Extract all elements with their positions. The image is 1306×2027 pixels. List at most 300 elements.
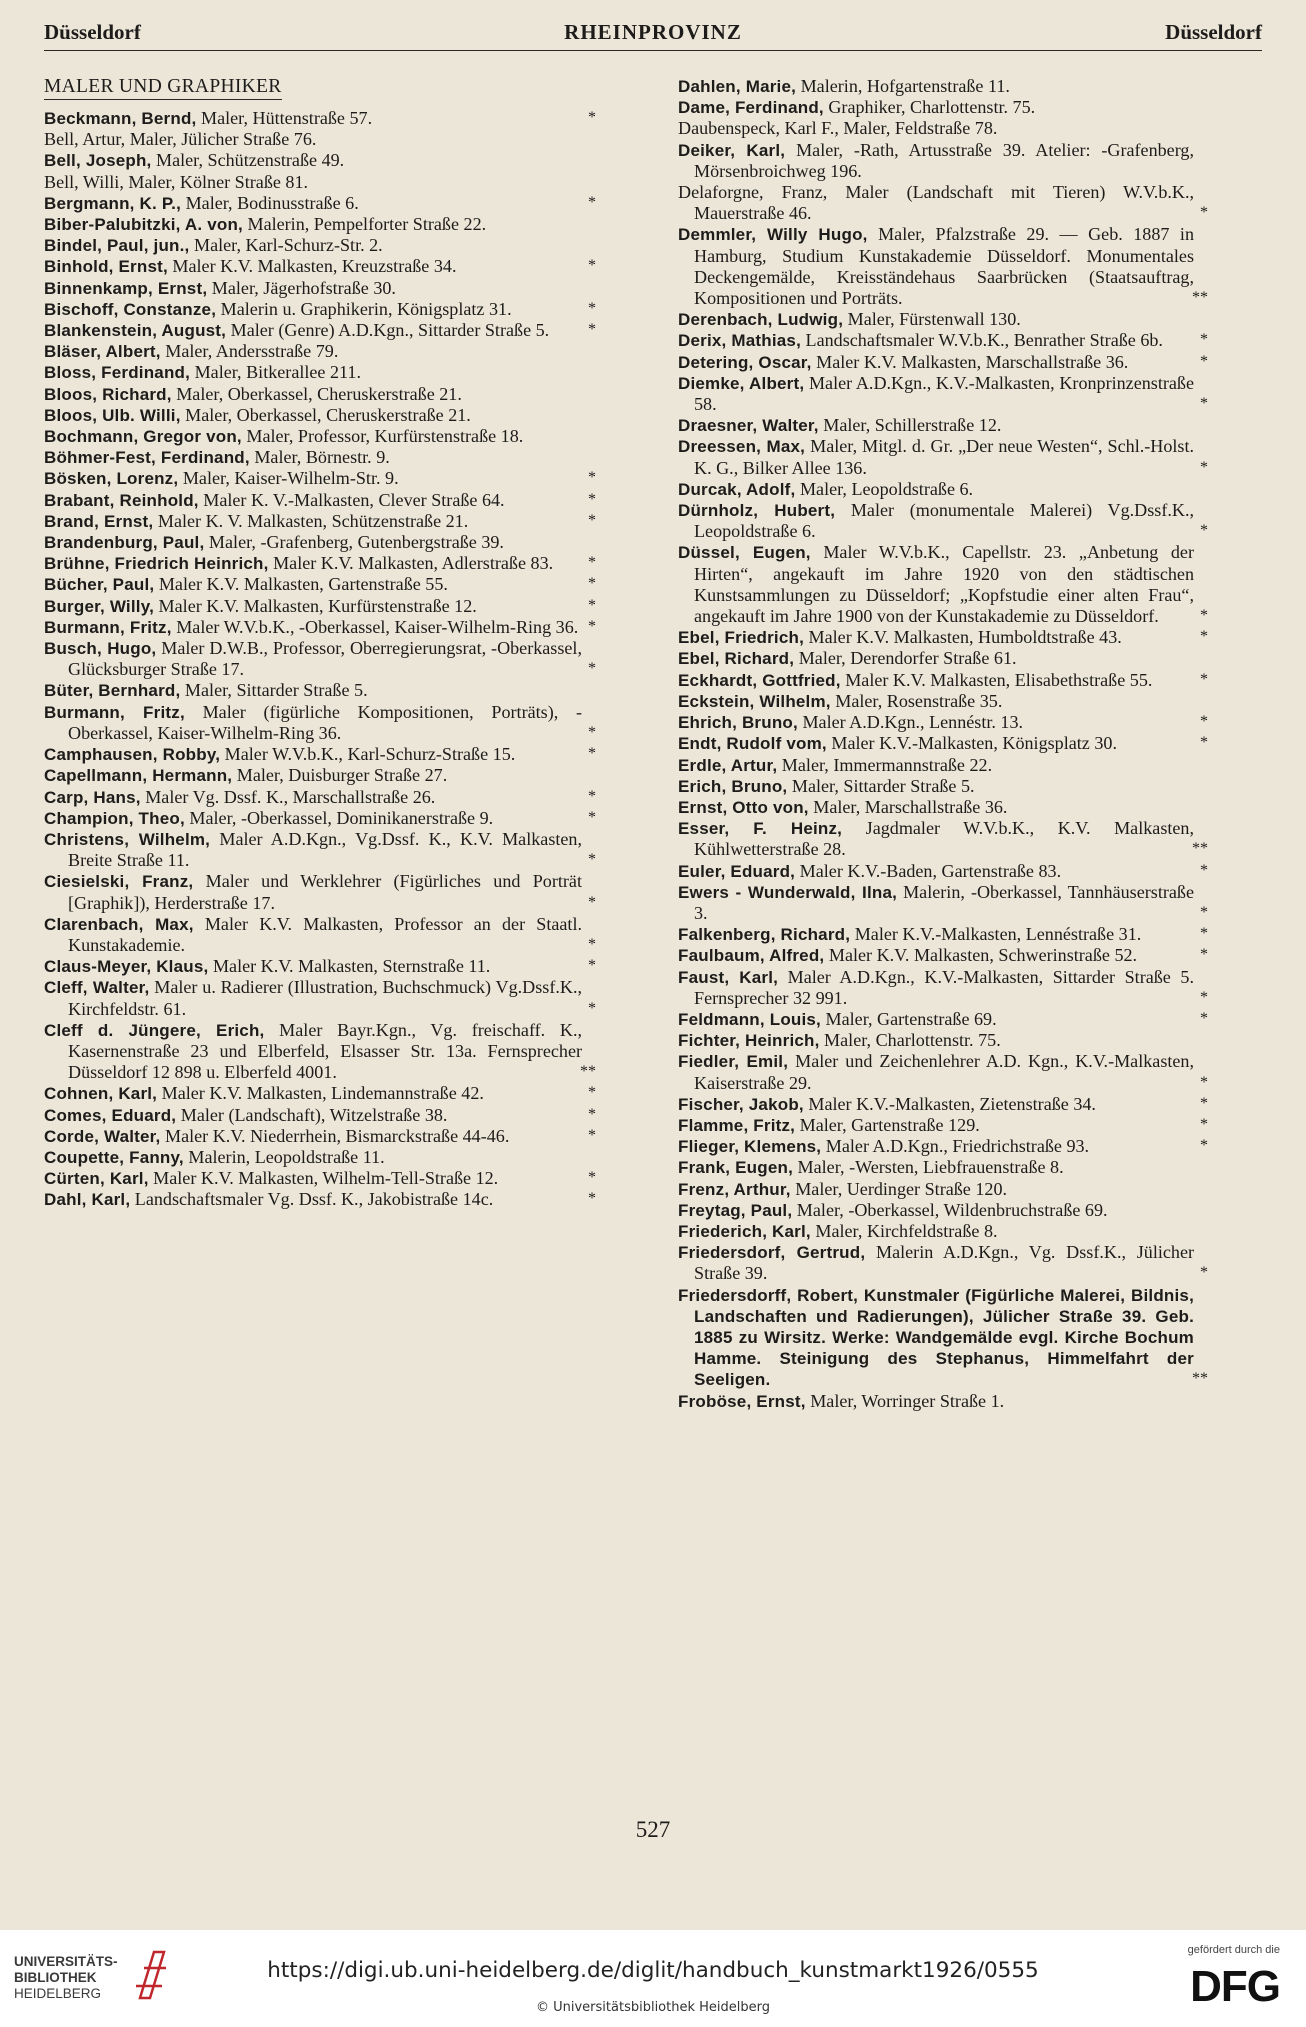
entry-name: Burmann, Fritz, xyxy=(44,702,185,722)
entry-name: Esser, F. Heinz, xyxy=(678,819,843,839)
entry-details: Maler K.V. Malkasten, Elisabethstraße 55. xyxy=(840,669,1153,690)
directory-entry xyxy=(44,1126,596,1147)
entry-marker: * xyxy=(1200,734,1208,752)
entry-details: Bell, Willi, Maler, Kölner Straße 81. xyxy=(44,171,309,192)
directory-entry xyxy=(678,1179,1208,1200)
entry-name: Derix, Mathias, xyxy=(678,331,801,351)
entry-name: Christens, Wilhelm, xyxy=(44,829,211,849)
directory-entry xyxy=(678,500,1208,542)
entry-marker: * xyxy=(588,935,596,953)
directory-entry xyxy=(678,97,1208,118)
entry-details: Maler, Sittarder Straße 5. xyxy=(180,680,368,701)
entry-name: Bischoff, Constanze, xyxy=(44,299,217,319)
permalink-url[interactable]: https://digi.ub.uni-heidelberg.de/diglit/handbuch_kunstmarkt1926/0555 xyxy=(267,1958,1039,1983)
entry-name: Biber-Palubitzki, A. von, xyxy=(44,215,243,235)
directory-entry xyxy=(44,532,596,553)
entry-marker: * xyxy=(588,808,596,826)
entry-details: Malerin u. Graphikerin, Königsplatz 31. xyxy=(216,298,512,319)
entry-details: Maler (monumentale Malerei) Vg.Dssf.K., Leopoldstraße 6. xyxy=(694,500,1194,542)
directory-entry xyxy=(44,341,596,362)
entry-details: Maler, Börnestr. 9. xyxy=(249,447,390,468)
entry-name: Endt, Rudolf vom, xyxy=(678,734,827,754)
entry-details: Maler, -Rath, Artusstraße 39. Atelier: -Grafenberg, Mörsenbroichweg 196. xyxy=(694,139,1194,181)
entry-details: Malerin A.D.Kgn., Vg. Dssf.K., Jülicher Straße 39. xyxy=(694,1242,1195,1284)
entry-details: Malerin, Hofgartenstraße 11. xyxy=(796,76,1010,96)
entry-details: Maler, Bodinusstraße 6. xyxy=(181,192,359,213)
entry-name: Erdle, Artur, xyxy=(678,755,778,775)
entry-name: Busch, Hugo, xyxy=(44,639,157,659)
directory-entry xyxy=(678,627,1208,648)
entry-details: Maler, Kaiser-Wilhelm-Str. 9. xyxy=(178,468,399,489)
entry-name: Bell, Joseph, xyxy=(44,151,152,171)
entry-marker: * xyxy=(1200,204,1208,222)
directory-entry xyxy=(678,1115,1208,1136)
entry-name: Bloos, Ulb. Willi, xyxy=(44,405,181,425)
entry-name: Büter, Bernhard, xyxy=(44,681,181,701)
entry-details: Maler, -Oberkassel, Wildenbruchstraße 69. xyxy=(792,1199,1108,1220)
entry-marker: * xyxy=(1200,946,1208,964)
entry-details: Malerin, -Oberkassel, Tannhäuserstraße 3. xyxy=(694,881,1194,923)
entry-marker: * xyxy=(1200,925,1208,943)
directory-entry xyxy=(678,967,1208,1009)
directory-entry xyxy=(678,1221,1208,1242)
directory-entry xyxy=(44,447,596,468)
entry-marker: * xyxy=(1200,628,1208,646)
directory-entry xyxy=(44,108,596,129)
directory-entry xyxy=(44,702,596,744)
entry-name: Dreessen, Max, xyxy=(678,437,806,457)
entry-name: Flamme, Fritz, xyxy=(678,1115,796,1135)
entry-details: Maler K.V. Malkasten, Schwerinstraße 52. xyxy=(824,945,1138,966)
directory-entry xyxy=(678,691,1208,712)
entry-details: Maler, Immermannstraße 22. xyxy=(777,754,993,775)
directory-entry xyxy=(44,765,596,786)
entry-name: Frank, Eugen, xyxy=(678,1158,794,1178)
directory-entry xyxy=(678,1051,1208,1093)
entry-name: Friedersdorff, Robert, Kunstmaler (Figürliche Malerei, Bildnis, Landschaften und Radierungen), Jülicher Straße 39. Geb. 1885 zu Wirsitz. Werke: Wandgemälde evgl. Kirche Bochum Hamme. Steinigung des Stephanus, Himmelfahrt der Seeligen. xyxy=(678,1285,1194,1390)
entry-name: Fiedler, Emil, xyxy=(678,1052,789,1072)
directory-entry xyxy=(44,977,596,1019)
entry-details: Maler, -Wersten, Liebfrauenstraße 8. xyxy=(793,1157,1064,1178)
entry-details: Maler K.V. Malkasten, Professor an der Staatl. Kunstakademie. xyxy=(68,913,582,955)
entry-name: Capellmann, Hermann, xyxy=(44,766,233,786)
directory-entry xyxy=(678,330,1208,351)
directory-entry xyxy=(678,648,1208,669)
entry-details: Maler A.D.Kgn., Vg.Dssf. K., K.V. Malkasten, Breite Straße 11. xyxy=(68,828,582,871)
entry-details: Maler K.V.-Baden, Gartenstraße 83. xyxy=(795,860,1062,881)
left-column xyxy=(44,76,596,1211)
directory-entry xyxy=(44,1147,596,1168)
directory-entry xyxy=(44,553,596,574)
entry-marker: * xyxy=(588,469,596,487)
entry-marker: * xyxy=(588,745,596,763)
directory-entry xyxy=(678,224,1208,309)
entry-name: Burger, Willy, xyxy=(44,596,155,616)
entry-details: Maler (figürliche Kompositionen, Porträts), -Oberkassel, Kaiser-Wilhelm-Ring 36. xyxy=(68,701,583,743)
directory-entry xyxy=(678,776,1208,797)
directory-entry xyxy=(678,818,1208,860)
entry-marker: * xyxy=(1200,903,1208,921)
entry-details: Maler, Leopoldstraße 6. xyxy=(795,478,974,499)
entry-name: Detering, Oscar, xyxy=(678,352,812,372)
directory-entry xyxy=(678,1094,1208,1115)
entry-marker: * xyxy=(588,999,596,1017)
entry-details: Maler, Gartenstraße 69. xyxy=(821,1008,997,1029)
entry-details: Maler K.V.-Malkasten, Zietenstraße 34. xyxy=(803,1093,1096,1114)
entry-name: Frenz, Arthur, xyxy=(678,1179,791,1199)
entry-marker: * xyxy=(1200,331,1208,349)
directory-entry xyxy=(44,235,596,256)
directory-entry xyxy=(44,744,596,765)
directory-entry xyxy=(678,1242,1208,1284)
directory-entry xyxy=(678,755,1208,776)
entry-name: Comes, Eduard, xyxy=(44,1105,177,1125)
entry-details: Maler, Oberkassel, Cheruskerstraße 21. xyxy=(171,383,462,404)
entry-details: Maler und Werklehrer (Figürliches und Porträt [Graphik]), Herderstraße 17. xyxy=(68,871,582,913)
entry-name: Burmann, Fritz, xyxy=(44,617,172,637)
entry-name: Ciesielski, Franz, xyxy=(44,872,194,892)
entry-details: Maler K.V.-Malkasten, Königsplatz 30. xyxy=(826,733,1117,754)
entry-details: Maler und Zeichenlehrer A.D. Kgn., K.V.-Malkasten, Kaiserstraße 29. xyxy=(694,1051,1194,1093)
directory-entry xyxy=(678,670,1208,691)
footer-bar xyxy=(0,1930,1306,2027)
entry-marker: * xyxy=(1200,1137,1208,1155)
directory-entry xyxy=(678,479,1208,500)
entry-marker: * xyxy=(1200,713,1208,731)
right-entries-list xyxy=(678,76,1208,1412)
directory-entry xyxy=(44,1189,596,1210)
entry-marker: * xyxy=(588,596,596,614)
entry-details: Maler K.V. Malkasten, Kreuzstraße 34. xyxy=(167,256,457,277)
entry-name: Champion, Theo, xyxy=(44,808,185,828)
directory-entry xyxy=(44,426,596,447)
directory-entry xyxy=(678,1030,1208,1051)
directory-entry xyxy=(44,468,596,489)
entry-details: Maler K.V. Niederrhein, Bismarckstraße 44-46. xyxy=(160,1125,510,1146)
library-name-line2: BIBLIOTHEK xyxy=(14,1970,97,1985)
directory-entry xyxy=(44,680,596,701)
directory-entry xyxy=(44,1168,596,1189)
funded-by-label: gefördert durch die xyxy=(1187,1944,1280,1956)
entry-marker: * xyxy=(588,660,596,678)
entry-name: Brand, Ernst, xyxy=(44,511,154,531)
entry-marker: * xyxy=(588,257,596,275)
entry-details: Maler, Schillerstraße 12. xyxy=(818,415,1002,436)
entry-details: Maler, Oberkassel, Cheruskerstraße 21. xyxy=(180,404,471,425)
entry-details: Maler, Derendorfer Straße 61. xyxy=(794,648,1017,669)
entry-name: Carp, Hans, xyxy=(44,787,141,807)
directory-entry xyxy=(44,490,596,511)
directory-entry xyxy=(678,309,1208,330)
directory-entry xyxy=(44,1105,596,1126)
entry-name: Ernst, Otto von, xyxy=(678,797,809,817)
entry-marker: * xyxy=(1200,1264,1208,1282)
entry-details: Maler, Mitgl. d. Gr. „Der neue Westen“, Schl.-Holst. K. G., Bilker Allee 136. xyxy=(694,436,1194,478)
directory-entry xyxy=(44,914,596,956)
entry-name: Flieger, Klemens, xyxy=(678,1137,822,1157)
entry-details: Maler, Andersstraße 79. xyxy=(160,341,339,362)
directory-entry xyxy=(44,384,596,405)
entry-name: Friedersdorf, Gertrud, xyxy=(678,1243,866,1263)
entry-marker: * xyxy=(588,109,596,126)
directory-entry xyxy=(678,733,1208,754)
entry-name: Cleff, Walter, xyxy=(44,978,150,998)
entry-name: Derenbach, Ludwig, xyxy=(678,310,844,330)
directory-entry xyxy=(678,1200,1208,1221)
left-entries-list xyxy=(44,108,596,1211)
directory-entry xyxy=(678,436,1208,478)
directory-entry xyxy=(678,182,1208,224)
entry-name: Bloss, Ferdinand, xyxy=(44,363,191,383)
directory-entry xyxy=(44,150,596,171)
running-head xyxy=(44,16,1262,51)
directory-entry xyxy=(678,140,1208,182)
entry-details: Maler (Genre) A.D.Kgn., Sittarder Straße 5. xyxy=(226,320,550,341)
entry-name: Durcak, Adolf, xyxy=(678,479,796,499)
entry-name: Ebel, Richard, xyxy=(678,649,795,669)
library-name-line3: HEIDELBERG xyxy=(14,1986,102,2001)
entry-marker: * xyxy=(588,1126,596,1144)
directory-entry xyxy=(44,617,596,638)
entry-marker: * xyxy=(588,893,596,911)
entry-name: Feldmann, Louis, xyxy=(678,1009,821,1029)
entry-name: Erich, Bruno, xyxy=(678,776,788,796)
entry-name: Camphausen, Robby, xyxy=(44,745,221,765)
entry-marker: ** xyxy=(1192,289,1208,307)
entry-details: Maler Vg. Dssf. K., Marschallstraße 26. xyxy=(140,786,436,807)
entry-marker: * xyxy=(588,1084,596,1102)
entry-marker: * xyxy=(588,1169,596,1187)
entry-details: Maler, Charlottenstr. 75. xyxy=(819,1030,1001,1051)
entry-details: Maler, Uerdinger Straße 120. xyxy=(790,1178,1008,1199)
entry-name: Faulbaum, Alfred, xyxy=(678,946,825,966)
directory-entry xyxy=(678,1391,1208,1412)
entry-marker: * xyxy=(588,851,596,869)
entry-name: Claus-Meyer, Klaus, xyxy=(44,957,209,977)
directory-entry xyxy=(44,256,596,277)
entry-details: Bell, Artur, Maler, Jülicher Straße 76. xyxy=(44,129,317,150)
entry-details: Maler, -Grafenberg, Gutenbergstraße 39. xyxy=(204,532,504,553)
entry-details: Maler A.D.Kgn., Friedrichstraße 93. xyxy=(821,1136,1090,1157)
entry-marker: * xyxy=(1200,861,1208,879)
entry-details: Maler, Rosenstraße 35. xyxy=(830,690,1003,711)
entry-marker: * xyxy=(1200,522,1208,540)
entry-name: Dahlen, Marie, xyxy=(678,77,797,96)
directory-entry xyxy=(678,797,1208,818)
entry-name: Bindel, Paul, jun., xyxy=(44,236,190,256)
entry-marker: * xyxy=(588,723,596,741)
directory-entry xyxy=(44,214,596,235)
directory-entry xyxy=(678,76,1208,97)
dfg-logo: DFG xyxy=(1190,1962,1280,2011)
entry-marker: * xyxy=(588,193,596,211)
entry-name: Ehrich, Bruno, xyxy=(678,713,798,733)
entry-marker: * xyxy=(1200,1073,1208,1091)
entry-name: Bösken, Lorenz, xyxy=(44,469,179,489)
entry-details: Maler W.V.b.K., Karl-Schurz-Straße 15. xyxy=(220,744,516,765)
entry-name: Fischer, Jakob, xyxy=(678,1094,804,1114)
entry-details: Maler W.V.b.K., Capellstr. 23. „Anbetung der Hirten“, angekauft im Jahre 1920 von den städtischen Kunstsammlungen zu Düsseldorf; „Kopfstudie einer alten Frau“, angekauft im Jahre 1900 von der Kunstakademie zu Düsseldorf. xyxy=(694,542,1194,627)
entry-marker: * xyxy=(1200,458,1208,476)
entry-name: Faust, Karl, xyxy=(678,967,779,987)
entry-marker: * xyxy=(1200,352,1208,370)
entry-name: Brühne, Friedrich Heinrich, xyxy=(44,554,269,574)
directory-entry xyxy=(44,320,596,341)
entry-marker: * xyxy=(588,321,596,339)
directory-entry xyxy=(44,172,596,193)
entry-marker: * xyxy=(588,575,596,593)
entry-details: Maler A.D.Kgn., K.V.-Malkasten, Sittarder Straße 5. Fernsprecher 32 991. xyxy=(694,966,1194,1008)
entry-marker: * xyxy=(588,787,596,805)
entry-name: Cohnen, Karl, xyxy=(44,1084,158,1104)
entry-details: Maler, Bitkerallee 211. xyxy=(190,362,361,383)
entry-name: Dame, Ferdinand, xyxy=(678,98,824,118)
directory-entry xyxy=(678,945,1208,966)
entry-name: Bläser, Albert, xyxy=(44,342,161,362)
entry-marker: ** xyxy=(580,1063,596,1081)
directory-entry xyxy=(44,808,596,829)
entry-details: Maler, Jägerhofstraße 30. xyxy=(207,277,396,298)
copyright-notice: © Universitätsbibliothek Heidelberg xyxy=(535,2000,770,2015)
library-name-line1: UNIVERSITÄTS- xyxy=(14,1954,118,1969)
entry-name: Dürnholz, Hubert, xyxy=(678,501,836,521)
entry-details: Maler, -Oberkassel, Dominikanerstraße 9. xyxy=(184,807,494,828)
directory-entry xyxy=(678,1009,1208,1030)
entry-details: Malerin, Leopoldstraße 11. xyxy=(183,1146,385,1167)
entry-details: Maler, Gartenstraße 129. xyxy=(795,1114,980,1135)
entry-marker: * xyxy=(588,1105,596,1123)
entry-name: Euler, Eduard, xyxy=(678,861,796,881)
entry-name: Froböse, Ernst, xyxy=(678,1391,806,1411)
entry-name: Freytag, Paul, xyxy=(678,1200,793,1220)
entry-details: Maler u. Radierer (Illustration, Buchschmuck) Vg.Dssf.K., Kirchfeldstr. 61. xyxy=(68,977,582,1019)
entry-name: Böhmer-Fest, Ferdinand, xyxy=(44,448,250,468)
entry-details: Maler, Worringer Straße 1. xyxy=(805,1390,1005,1411)
entry-details: Maler K.V. Malkasten, Adlerstraße 83. xyxy=(268,553,554,574)
entry-name: Falkenberg, Richard, xyxy=(678,925,851,945)
entry-name: Eckstein, Wilhelm, xyxy=(678,691,831,711)
entry-details: Landschaftsmaler Vg. Dssf. K., Jakobistraße 14c. xyxy=(130,1189,494,1210)
directory-entry xyxy=(44,299,596,320)
directory-entry xyxy=(44,1083,596,1104)
running-head-center: RHEINPROVINZ xyxy=(564,20,742,44)
entry-name: Ewers - Wunderwald, Ilna, xyxy=(678,882,898,902)
entry-details: Maler K.V. Malkasten, Humboldtstraße 43. xyxy=(804,627,1122,648)
directory-entry xyxy=(678,1136,1208,1157)
directory-entry xyxy=(678,118,1208,139)
entry-marker: * xyxy=(588,299,596,317)
entry-details: Maler A.D.Kgn., K.V.-Malkasten, Kronprinzenstraße 58. xyxy=(694,372,1194,415)
entry-name: Diemke, Albert, xyxy=(678,373,805,393)
directory-entry xyxy=(44,871,596,913)
entry-details: Maler K.V.-Malkasten, Lennéstraße 31. xyxy=(850,924,1142,945)
entry-details: Maler, Schützenstraße 49. xyxy=(151,150,345,171)
directory-entry xyxy=(678,924,1208,945)
entry-details: Maler (Landschaft), Witzelstraße 38. xyxy=(176,1104,448,1125)
running-head-right: Düsseldorf xyxy=(1165,20,1262,44)
entry-name: Brandenburg, Paul, xyxy=(44,533,205,553)
entry-details: Maler A.D.Kgn., Lennéstr. 13. xyxy=(797,712,1024,733)
entry-name: Friederich, Karl, xyxy=(678,1221,811,1241)
entry-details: Maler K.V. Malkasten, Kurfürstenstraße 12. xyxy=(154,595,477,616)
directory-entry xyxy=(678,712,1208,733)
entry-details: Maler, Pfalzstraße 29. — Geb. 1887 in Hamburg, Studium Kunstakademie Düsseldorf. Monumentales Deckengemälde, Kreisständehaus Saarbrücken (Staatsauftrag, Kompositionen und Porträts. xyxy=(694,224,1194,309)
running-head-left: Düsseldorf xyxy=(44,20,141,44)
section-heading: MALER UND GRAPHIKER xyxy=(44,76,282,100)
entry-details: Maler, Karl-Schurz-Str. 2. xyxy=(189,235,383,256)
entry-details: Maler D.W.B., Professor, Oberregierungsrat, -Oberkassel, Glücksburger Straße 17. xyxy=(68,638,582,680)
directory-entry xyxy=(44,511,596,532)
entry-details: Jagdmaler W.V.b.K., K.V. Malkasten, Kühlwetterstraße 28. xyxy=(694,818,1194,860)
directory-entry xyxy=(44,129,596,150)
directory-entry xyxy=(678,861,1208,882)
directory-entry xyxy=(44,596,596,617)
entry-details: Maler K.V. Malkasten, Gartenstraße 55. xyxy=(154,574,448,595)
entry-name: Blankenstein, August, xyxy=(44,321,227,341)
entry-details: Daubenspeck, Karl F., Maler, Feldstraße 78. xyxy=(678,118,998,139)
directory-entry xyxy=(44,1020,596,1084)
entry-marker: * xyxy=(588,617,596,635)
entry-details: Maler, Professor, Kurfürstenstraße 18. xyxy=(241,426,524,447)
directory-entry xyxy=(678,352,1208,373)
directory-entry xyxy=(44,405,596,426)
entry-name: Cürten, Karl, xyxy=(44,1169,149,1189)
entry-name: Fichter, Heinrich, xyxy=(678,1031,820,1051)
entry-name: Düssel, Eugen, xyxy=(678,543,811,563)
entry-name: Brabant, Reinhold, xyxy=(44,490,199,510)
entry-marker: * xyxy=(588,511,596,529)
entry-details: Maler K. V. Malkasten, Schützenstraße 21. xyxy=(153,510,469,531)
directory-entry xyxy=(678,542,1208,627)
entry-details: Maler K. V.-Malkasten, Clever Straße 64. xyxy=(198,489,505,510)
entry-name: Bochmann, Gregor von, xyxy=(44,427,242,447)
entry-details: Maler, Marschallstraße 36. xyxy=(808,796,1008,817)
entry-marker: * xyxy=(588,1190,596,1208)
entry-details: Maler, Kirchfeldstraße 8. xyxy=(810,1220,998,1241)
entry-name: Corde, Walter, xyxy=(44,1126,161,1146)
entry-marker: * xyxy=(588,490,596,508)
entry-marker: * xyxy=(1200,988,1208,1006)
directory-entry xyxy=(44,193,596,214)
directory-entry xyxy=(44,278,596,299)
entry-name: Cleff d. Jüngere, Erich, xyxy=(44,1020,265,1040)
directory-entry xyxy=(678,1157,1208,1178)
entry-marker: * xyxy=(1200,1115,1208,1133)
entry-details: Maler, Duisburger Straße 27. xyxy=(232,765,448,786)
entry-details: Maler, Sittarder Straße 5. xyxy=(787,775,975,796)
directory-entry xyxy=(44,829,596,871)
entry-details: Delaforgne, Franz, Maler (Landschaft mit Tieren) W.V.b.K., Mauerstraße 46. xyxy=(678,182,1194,224)
entry-details: Malerin, Pempelforter Straße 22. xyxy=(242,214,487,235)
entry-name: Bergmann, K. P., xyxy=(44,193,182,213)
right-column xyxy=(678,76,1208,1412)
entry-name: Demmler, Willy Hugo, xyxy=(678,225,868,245)
entry-name: Deiker, Karl, xyxy=(678,140,786,160)
entry-name: Dahl, Karl, xyxy=(44,1190,131,1210)
entry-name: Draesner, Walter, xyxy=(678,416,819,436)
entry-marker: ** xyxy=(1192,1370,1208,1388)
entry-details: Maler K.V. Malkasten, Lindemannstraße 42. xyxy=(157,1083,484,1104)
directory-entry xyxy=(678,882,1208,924)
entry-name: Clarenbach, Max, xyxy=(44,914,194,934)
entry-name: Ebel, Friedrich, xyxy=(678,628,805,648)
entry-marker: * xyxy=(588,957,596,975)
directory-entry xyxy=(44,956,596,977)
directory-entry xyxy=(44,638,596,680)
entry-name: Binnenkamp, Ernst, xyxy=(44,278,208,298)
entry-marker: * xyxy=(1200,607,1208,625)
entry-details: Maler K.V. Malkasten, Sternstraße 11. xyxy=(208,956,491,977)
